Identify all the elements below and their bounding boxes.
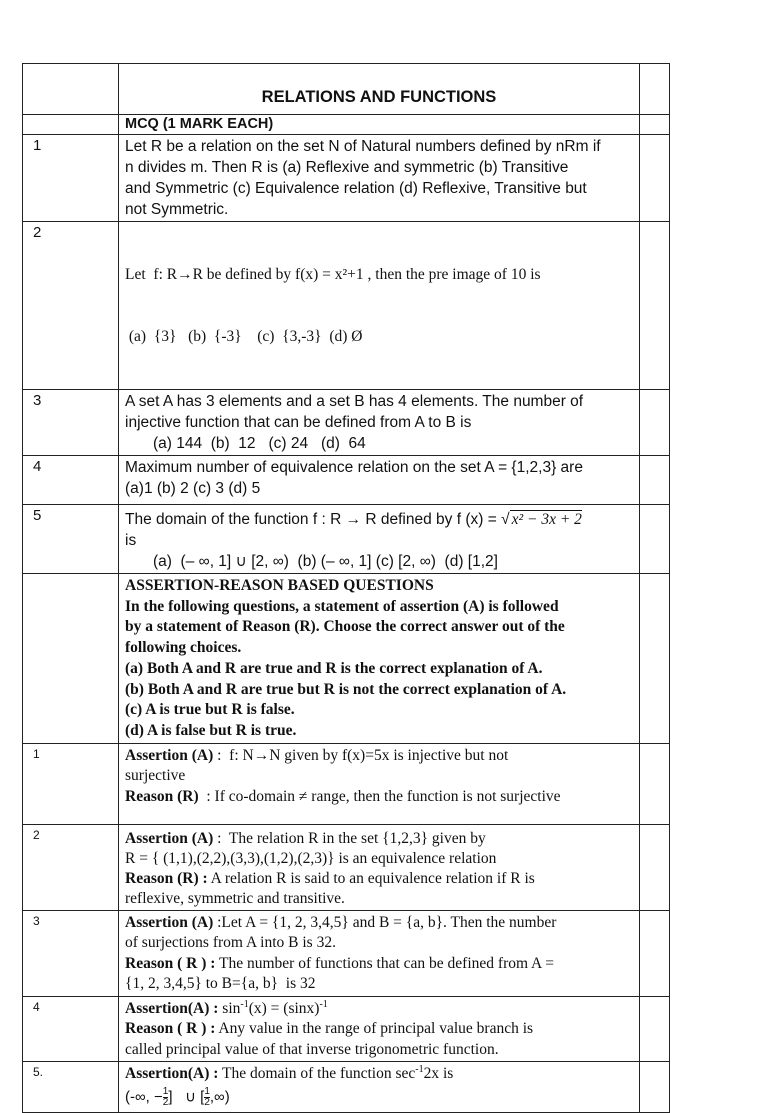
question-text	[119, 997, 639, 1062]
question-line-text: The domain of the function f : R → R defined by f (x) =	[125, 511, 502, 528]
question-cell	[119, 910, 640, 996]
num-cell	[23, 135, 119, 222]
mcq-row	[23, 135, 670, 222]
question-line	[125, 509, 633, 530]
assertion-text: :Let A = {1, 2, 3,4,5} and B = {a, b}. Then the number	[213, 913, 557, 931]
assertion-label: Assertion (A)	[125, 913, 214, 931]
ar-row	[23, 996, 670, 1062]
reason-label: Reason ( R ) :	[125, 1020, 216, 1038]
question-text	[119, 825, 639, 910]
reason-text: The number of functions that can be defined from A =	[215, 954, 555, 972]
interval-start: (-∞, −	[125, 1088, 163, 1106]
reason-label: Reason (R)	[125, 787, 199, 805]
side-cell	[640, 1062, 670, 1113]
reason-line: called principal value of that inverse trigonometric function.	[125, 1040, 499, 1058]
question-line: and Symmetric (c) Equivalence relation (d) Reflexive, Transitive but	[125, 180, 587, 197]
question-line: Let f: R→R be defined by f(x) = x²+1 , then the pre image of 10 is	[125, 266, 541, 283]
side-cell	[640, 456, 670, 505]
question-text	[119, 911, 639, 996]
num-cell	[23, 64, 119, 115]
ar-row	[23, 743, 670, 824]
side-cell	[640, 64, 670, 115]
reason-line	[125, 954, 633, 975]
question-cell	[119, 222, 640, 390]
reason-label: Reason ( R ) :	[125, 954, 216, 972]
side-cell	[640, 222, 670, 390]
superscript: -1	[319, 998, 328, 1010]
question-text	[119, 456, 639, 504]
ar-intro	[119, 574, 639, 743]
question-number: 4	[33, 458, 42, 475]
assertion-text: (x) = (sinx)	[248, 999, 320, 1017]
question-line: is	[125, 532, 137, 549]
superscript: -1	[240, 998, 249, 1010]
question-number: 2	[33, 224, 42, 241]
reason-text: Any value in the range of principal value branch is	[215, 1020, 534, 1038]
sqrt-expression: x² − 3x + 2	[511, 511, 582, 528]
side-cell	[640, 910, 670, 996]
side-cell	[640, 135, 670, 222]
reason-line: reflexive, symmetric and transitive.	[125, 889, 345, 907]
num-cell	[23, 222, 119, 390]
assertion-line	[125, 999, 633, 1020]
ar-intro-row	[23, 574, 670, 744]
sqrt-symbol: √	[501, 511, 510, 528]
interval-end: ,∞)	[209, 1088, 230, 1106]
assertion-line: of surjections from A into B is 32.	[125, 934, 336, 952]
fraction-numerator: 1	[204, 1085, 210, 1097]
question-line: n divides m. Then R is (a) Reflexive and symmetric (b) Transitive	[125, 159, 569, 176]
intro-line: In the following questions, a statement of assertion (A) is followed	[125, 597, 559, 615]
question-text	[119, 505, 639, 573]
question-cell	[119, 996, 640, 1062]
question-number: 5	[33, 507, 42, 524]
assertion-line	[125, 1064, 633, 1085]
num-cell	[23, 996, 119, 1062]
assertion-line	[125, 913, 633, 934]
question-number: 1	[33, 137, 42, 154]
intro-line: by a statement of Reason (R). Choose the correct answer out of the	[125, 618, 565, 636]
ar-row	[23, 824, 670, 910]
assertion-text: sin	[218, 999, 241, 1017]
question-line: not Symmetric.	[125, 201, 229, 218]
assertion-label: Assertion(A) :	[125, 1065, 219, 1083]
ar-row	[23, 910, 670, 996]
ar-row	[23, 1062, 670, 1113]
choice-line: (b) Both A and R are true but R is not the correct explanation of A.	[125, 680, 567, 698]
mcq-row	[23, 222, 670, 390]
side-cell	[640, 743, 670, 824]
question-number: 2	[33, 827, 40, 842]
question-cell	[119, 824, 640, 910]
choice-line: (d) A is false but R is true.	[125, 721, 297, 739]
side-cell	[640, 505, 670, 574]
question-text	[119, 222, 639, 389]
question-cell	[119, 743, 640, 824]
assertion-label: Assertion (A)	[125, 746, 214, 764]
reason-label: Reason (R) :	[125, 869, 208, 887]
question-number: 4	[33, 999, 40, 1014]
question-text	[119, 1062, 639, 1109]
mcq-row	[23, 456, 670, 505]
assertion-text: : f: N→N given by f(x)=5x is injective but not	[213, 746, 509, 764]
mcq-heading: MCQ (1 MARK EACH)	[125, 116, 274, 132]
question-options: (a) (– ∞, 1] ∪ [2, ∞) (b) (– ∞, 1] (c) [2, ∞) (d) [1,2]	[153, 553, 498, 570]
page-title: RELATIONS AND FUNCTIONS	[261, 88, 497, 106]
num-cell	[23, 743, 119, 824]
question-text	[119, 744, 639, 809]
question-line: (a) {3} (b) {-3} (c) {3,-3} (d) Ø	[125, 327, 363, 345]
question-number: 3	[33, 913, 40, 928]
mcq-heading-row	[23, 115, 670, 135]
assertion-line: R = { (1,1),(2,2),(3,3),(1,2),(2,3)} is an equivalence relation	[125, 849, 497, 867]
reason-line	[125, 1019, 633, 1040]
question-cell	[119, 135, 640, 222]
assertion-line	[125, 829, 633, 849]
question-cell	[119, 456, 640, 505]
question-line: Let R be a relation on the set N of Natural numbers defined by nRm if	[125, 138, 601, 155]
fraction-numerator: 1	[162, 1085, 169, 1097]
question-options: (a) 144 (b) 12 (c) 24 (d) 64	[153, 435, 366, 452]
question-line: Maximum number of equivalence relation on the set A = {1,2,3} are	[125, 459, 583, 476]
assertion-label: Assertion (A)	[125, 829, 214, 847]
question-text	[119, 390, 639, 455]
num-cell	[23, 824, 119, 910]
num-cell	[23, 910, 119, 996]
mcq-row	[23, 390, 670, 456]
reason-line	[125, 787, 633, 808]
num-cell	[23, 505, 119, 574]
assertion-text: The domain of the function sec	[218, 1065, 416, 1083]
reason-line: {1, 2, 3,4,5} to B={a, b} is 32	[125, 975, 316, 993]
title-row	[23, 64, 670, 115]
fraction-denominator: 2	[162, 1096, 169, 1108]
side-cell	[640, 574, 670, 744]
num-cell	[23, 390, 119, 456]
assertion-text: : The relation R in the set {1,2,3} given by	[213, 829, 486, 847]
side-cell	[640, 390, 670, 456]
assertion-line	[125, 746, 633, 767]
question-cell	[119, 390, 640, 456]
ar-intro-cell	[119, 574, 640, 744]
reason-line	[125, 869, 633, 889]
reason-text: A relation R is said to an equivalence relation if R is	[207, 869, 535, 887]
num-cell	[23, 574, 119, 744]
num-cell	[23, 115, 119, 135]
question-number: 5.	[33, 1065, 44, 1080]
reason-text: : If co-domain ≠ range, then the function is not surjective	[198, 787, 561, 805]
choice-line: (a) Both A and R are true and R is the correct explanation of A.	[125, 659, 543, 677]
question-line: injective function that can be defined from A to B is	[125, 414, 472, 431]
mcq-row	[23, 505, 670, 574]
question-text	[119, 135, 639, 221]
assertion-line: surjective	[125, 767, 186, 785]
num-cell	[23, 456, 119, 505]
mcq-heading-cell	[119, 115, 640, 135]
intro-line: following choices.	[125, 639, 242, 657]
question-table	[22, 63, 670, 1113]
assertion-text: 2x is	[423, 1065, 454, 1083]
question-cell	[119, 1062, 640, 1113]
section-heading: ASSERTION-REASON BASED QUESTIONS	[125, 577, 434, 594]
num-cell	[23, 1062, 119, 1113]
assertion-label: Assertion(A) :	[125, 999, 219, 1017]
question-number: 3	[33, 392, 42, 409]
choice-line: (c) A is true but R is false.	[125, 701, 295, 719]
side-cell	[640, 115, 670, 135]
title-cell	[119, 64, 640, 115]
interval-mid: ] ∪ [	[168, 1088, 205, 1106]
side-cell	[640, 996, 670, 1062]
superscript: -1	[415, 1063, 424, 1075]
question-cell	[119, 505, 640, 574]
question-line: A set A has 3 elements and a set B has 4 elements. The number of	[125, 393, 584, 410]
side-cell	[640, 824, 670, 910]
interval-line	[125, 1087, 633, 1108]
question-line: (a)1 (b) 2 (c) 3 (d) 5	[125, 480, 261, 497]
question-number: 1	[33, 746, 40, 761]
fraction-denominator: 2	[204, 1096, 210, 1108]
